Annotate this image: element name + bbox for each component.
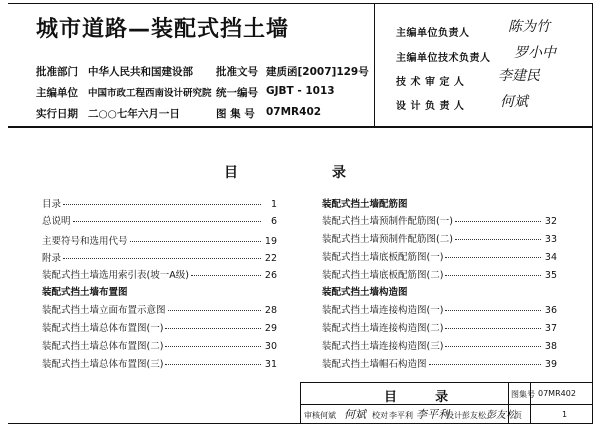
title-block-atlas-label: 图集号: [511, 390, 535, 399]
editor-label: 主编单位: [36, 87, 78, 99]
toc-entry-page: 39: [544, 359, 557, 370]
toc-entry[interactable]: [322, 338, 557, 352]
toc-entry[interactable]: [42, 233, 277, 247]
toc-entry[interactable]: [322, 302, 557, 316]
reviewer-name: 何斌: [320, 411, 336, 420]
toc-entry[interactable]: [42, 196, 277, 210]
toc-entry-label: 装配式挡土墙总体布置图(二): [42, 341, 164, 352]
toc-entry[interactable]: [322, 249, 557, 263]
toc-entry-page: 1: [270, 199, 277, 210]
designer-name: 彭友松: [462, 411, 486, 420]
date: 二○○七年六月一日: [88, 108, 180, 120]
toc-heading-left: 目: [224, 165, 240, 181]
toc-entry-page: 19: [264, 236, 277, 247]
toc-entry-label: 装配式挡土墙立面布置示意图: [42, 305, 166, 316]
toc-entry[interactable]: [42, 213, 277, 227]
title-block-name: 目 录: [384, 390, 453, 405]
title-block-top: [300, 382, 593, 383]
page-number: 1: [562, 410, 568, 419]
checker-label: 校对: [372, 411, 388, 420]
toc-entry-label: 装配式挡土墙连接构造图(一): [322, 305, 444, 316]
role-chief-editor: 主编单位负责人: [396, 28, 470, 39]
toc-entry-page: 34: [544, 252, 557, 263]
checker-signature: 李平利: [416, 408, 449, 421]
toc-entry[interactable]: [322, 267, 557, 281]
toc-entry-page: 35: [544, 270, 557, 281]
toc-heading-right: 录: [332, 165, 348, 181]
toc-entry-label: 装配式挡土墙总体布置图(一): [42, 323, 164, 334]
atlas: 07MR402: [266, 106, 322, 118]
toc-entry-page: 32: [544, 216, 557, 227]
toc-entry-label: 附录: [42, 253, 62, 264]
toc-entry[interactable]: [42, 320, 277, 334]
approval-dept: 中华人民共和国建设部: [88, 66, 193, 78]
toc-entry-label: 主要符号和选用代号: [42, 236, 128, 247]
role-technical-reviewer: 技 术 审 定 人: [396, 77, 465, 88]
toc-entry-label: 装配式挡土墙选用索引表(坡一A级): [42, 270, 189, 281]
designer-signature: 彭友松: [486, 410, 516, 421]
toc-entry-page: 6: [270, 216, 277, 227]
toc-entry[interactable]: [322, 213, 557, 227]
signature-technical-reviewer: 李建民: [498, 68, 540, 84]
page-label: 页: [514, 411, 522, 420]
approval-dept-label: 批准部门: [36, 66, 78, 78]
toc-entry-label: 装配式挡土墙底板配筋图(二): [322, 270, 444, 281]
checker-name: 李平利: [389, 411, 413, 420]
toc-entry-page: 26: [264, 270, 277, 281]
toc-entry-page: 28: [264, 305, 277, 316]
title-block-left: [300, 382, 301, 423]
role-design-lead: 设 计 负 责 人: [396, 101, 465, 112]
toc-entry-label: 总说明: [42, 216, 71, 227]
toc-entry[interactable]: [42, 250, 277, 264]
page-title: 城市道路—装配式挡土墙: [36, 17, 290, 42]
title-block-atlas: 07MR402: [538, 389, 576, 398]
toc-entry-label: 装配式挡土墙底板配筋图(一): [322, 252, 444, 263]
toc-entry-page: 37: [544, 323, 557, 334]
toc-entry[interactable]: [322, 320, 557, 334]
header-vertical-divider: [374, 3, 375, 127]
toc-entry-page: 29: [264, 323, 277, 334]
date-label: 实行日期: [36, 108, 78, 120]
toc-entry-label: 装配式挡土墙预制件配筋图(一): [322, 216, 453, 227]
toc-entry-page: 38: [544, 341, 557, 352]
reviewer-signature: 何斌: [344, 408, 366, 421]
toc-entry-label: 装配式挡土墙总体布置图(三): [42, 359, 164, 370]
right-border: [592, 3, 593, 423]
toc-entry[interactable]: [42, 267, 277, 281]
signature-technical-lead: 罗小中: [514, 45, 556, 61]
toc-entry-page: 31: [264, 359, 277, 370]
toc-entry-page: 22: [264, 253, 277, 264]
toc-entry-label: 装配式挡土墙预制件配筋图(二): [322, 234, 453, 245]
toc-entry-page: 30: [264, 341, 277, 352]
code-label: 统一编号: [216, 87, 258, 99]
toc-entry[interactable]: [322, 231, 557, 245]
toc-entry-page: 33: [544, 234, 557, 245]
role-technical-lead: 主编单位技术负责人: [396, 53, 491, 64]
toc-entry[interactable]: [322, 356, 557, 370]
toc-section-construction: 装配式挡土墙构造图: [322, 287, 408, 298]
toc-entry[interactable]: [42, 356, 277, 370]
toc-entry-label: 目录: [42, 199, 62, 210]
toc-entry-label: 装配式挡土墙连接构造图(二): [322, 323, 444, 334]
toc-entry[interactable]: [42, 302, 277, 316]
bottom-border: [8, 423, 593, 424]
toc-section-reinforcement: 装配式挡土墙配筋图: [322, 199, 408, 210]
toc-entry-label: 装配式挡土墙帽石构造图: [322, 359, 427, 370]
header-divider: [8, 126, 593, 128]
signature-design-lead: 何斌: [500, 94, 528, 110]
toc-entry-label: 装配式挡土墙连接构造图(三): [322, 341, 444, 352]
toc-section-layout: 装配式挡土墙布置图: [42, 287, 128, 298]
toc-entry-page: 36: [544, 305, 557, 316]
approval-doc: 建质函[2007]129号: [266, 66, 369, 78]
top-border: [8, 3, 593, 4]
code: GJBT - 1013: [266, 85, 335, 97]
signature-chief-editor: 陈为竹: [508, 19, 550, 35]
toc-entry[interactable]: [42, 338, 277, 352]
atlas-label: 图 集 号: [216, 108, 255, 120]
designer-label: 设计: [446, 411, 462, 420]
reviewer-label: 审核: [304, 411, 320, 420]
approval-doc-label: 批准文号: [216, 66, 258, 78]
editor: 中国市政工程西南设计研究院: [88, 88, 212, 99]
